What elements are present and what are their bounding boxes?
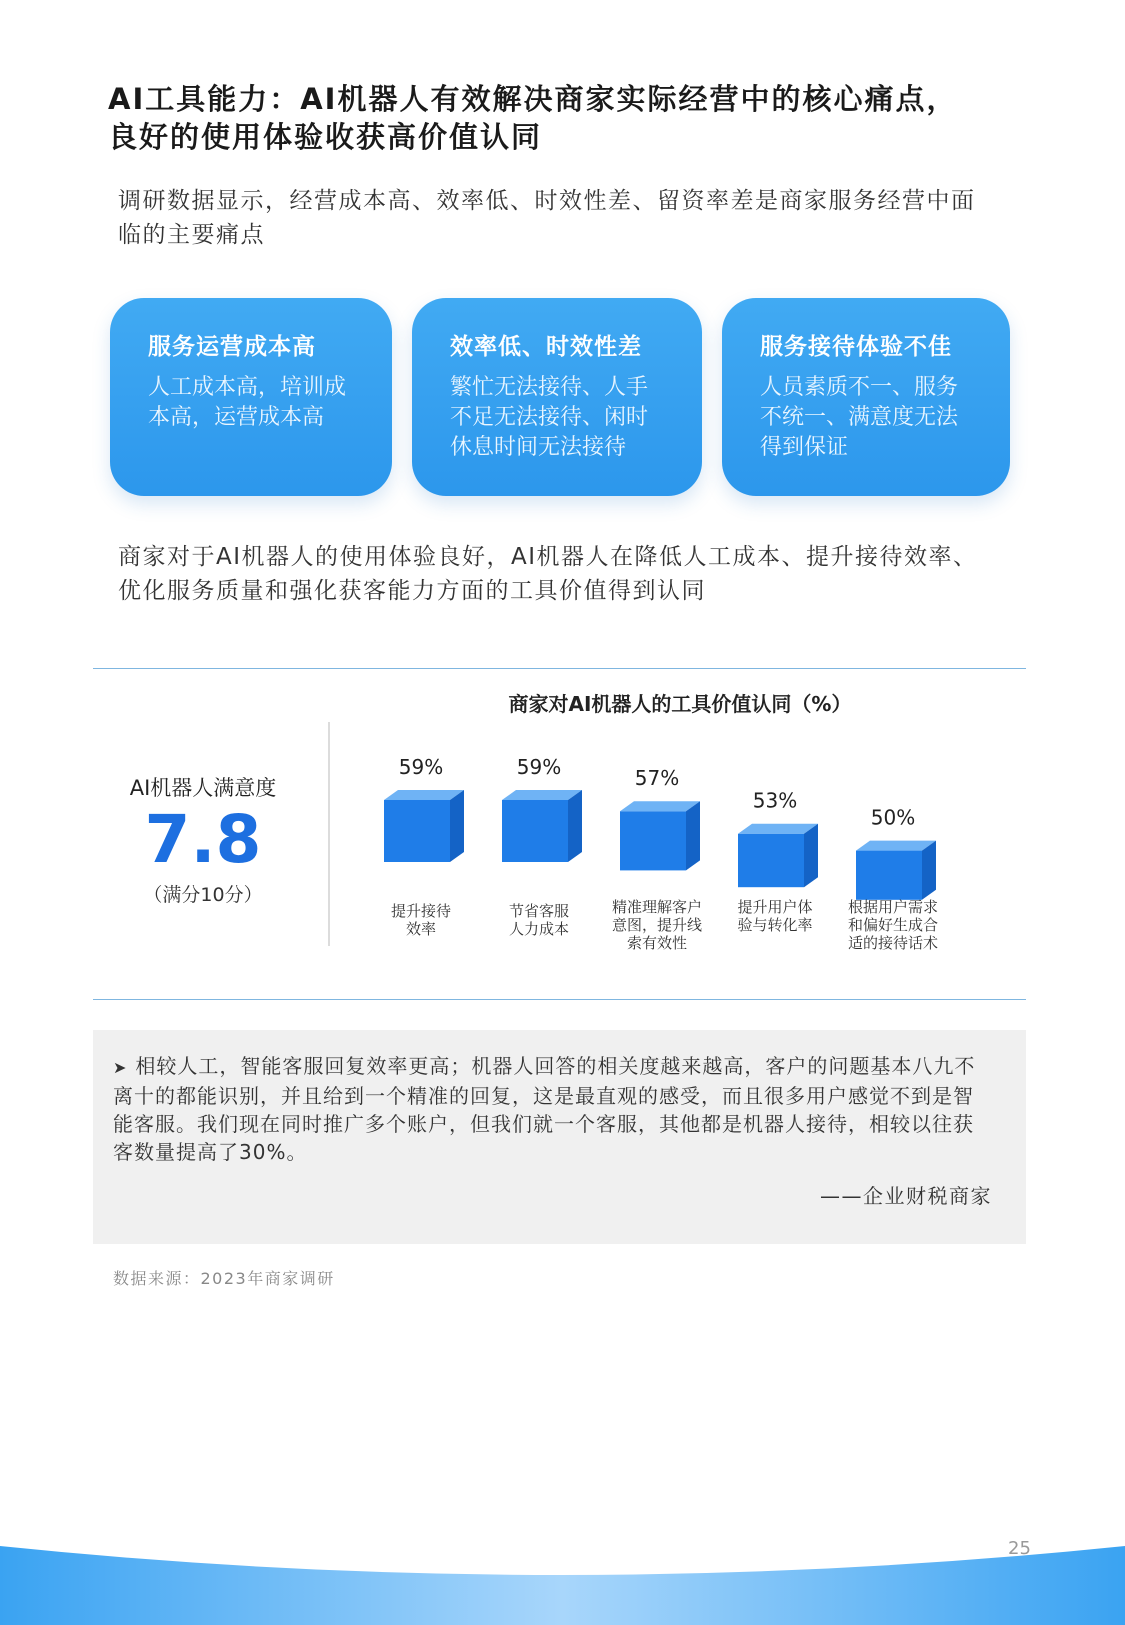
pain-card-efficiency	[412, 298, 702, 496]
bar-category-label: 节省客服	[508, 902, 570, 920]
bar-value-label: 57%	[634, 766, 680, 791]
bar-top	[620, 801, 700, 811]
bar-category-label: 人力成本	[508, 920, 570, 938]
pain-point-cards	[110, 298, 1010, 498]
card-title: 服务运营成本高	[148, 334, 316, 360]
bar-side	[804, 824, 818, 887]
value-recognition-chart	[330, 722, 970, 972]
bar-category-label: 验与转化率	[737, 916, 813, 934]
bar-side	[450, 790, 464, 862]
bar-side	[568, 790, 582, 862]
bar-value-label: 59%	[516, 755, 562, 779]
summary-text: 商家对于AI机器人的使用体验良好，AI机器人在降低人工成本、提升接待效率、优化服务质量和强化获客能力方面的工具价值得到认同	[118, 544, 978, 604]
bar-category-label: 适的接待话术	[847, 934, 939, 952]
bar-front	[502, 800, 568, 862]
bar-top	[738, 824, 818, 834]
footer-wave	[0, 1520, 1125, 1625]
bar-category-label: 提升接待	[390, 902, 452, 920]
bar-category-label: 意图，提升线	[611, 916, 703, 934]
bar-front	[856, 851, 922, 900]
bar-top	[384, 790, 464, 800]
card-text: 人工成本高，培训成本高，运营成本高	[148, 375, 347, 430]
bottom-divider	[93, 999, 1026, 1000]
bar-side	[686, 801, 700, 870]
card-title: 服务接待体验不佳	[760, 334, 952, 360]
source-note: 数据来源：2023年商家调研	[113, 1269, 335, 1288]
satisfaction-note: （满分10分）	[143, 884, 263, 906]
quote-box	[93, 1030, 1026, 1244]
bar-value-label: 53%	[752, 788, 798, 813]
arrow-icon: ➤	[113, 1058, 128, 1077]
bar-side	[922, 841, 936, 900]
bar-category-label: 提升用户体	[737, 898, 813, 916]
satisfaction-label: AI机器人满意度	[129, 776, 277, 800]
quote-text	[113, 1052, 992, 1166]
pain-card-experience	[722, 298, 1010, 496]
card-title: 效率低、时效性差	[450, 334, 642, 360]
bar-category-label: 根据用户需求	[847, 898, 939, 916]
card-text: 繁忙无法接待、人手不足无法接待、闲时休息时间无法接待	[450, 375, 649, 460]
bar-front	[738, 834, 804, 887]
bar-category-label: 效率	[405, 920, 437, 938]
bar-top	[856, 841, 936, 851]
bar-top	[502, 790, 582, 800]
page-number: 25	[1008, 1538, 1031, 1559]
chart-title: 商家对AI机器人的工具价值认同（%）	[508, 692, 852, 716]
bar-front	[620, 811, 686, 870]
quote-body: 相较人工，智能客服回复效率更高；机器人回答的相关度越来越高，客户的问题基本八九不离十的都能识别，并且给到一个精准的回复，这是最直观的感受，而且很多用户感觉不到是智能客服。我们现在同时推广多个账户，但我们就一个客服，其他都是机器人接待，相较以往获客数量提高了30%。	[113, 1054, 976, 1164]
page-title: AI工具能力：AI机器人有效解决商家实际经营中的核心痛点，良好的使用体验收获高价值认同	[108, 82, 958, 154]
bar-category-label: 索有效性	[626, 934, 688, 952]
bar-value-label: 59%	[398, 755, 444, 779]
bar-front	[384, 800, 450, 862]
card-text: 人员素质不一、服务不统一、满意度无法得到保证	[760, 375, 959, 460]
intro-text: 调研数据显示，经营成本高、效率低、时效性差、留资率差是商家服务经营中面临的主要痛点	[118, 188, 976, 248]
bar-category-label: 和偏好生成合	[847, 916, 939, 934]
top-divider	[93, 668, 1026, 669]
pain-card-cost	[110, 298, 392, 496]
quote-author: ——企业财税商家	[820, 1184, 992, 1208]
satisfaction-score: 7.8	[144, 801, 262, 878]
bar-category-label: 精准理解客户	[611, 898, 703, 916]
bar-value-label: 50%	[870, 805, 916, 830]
